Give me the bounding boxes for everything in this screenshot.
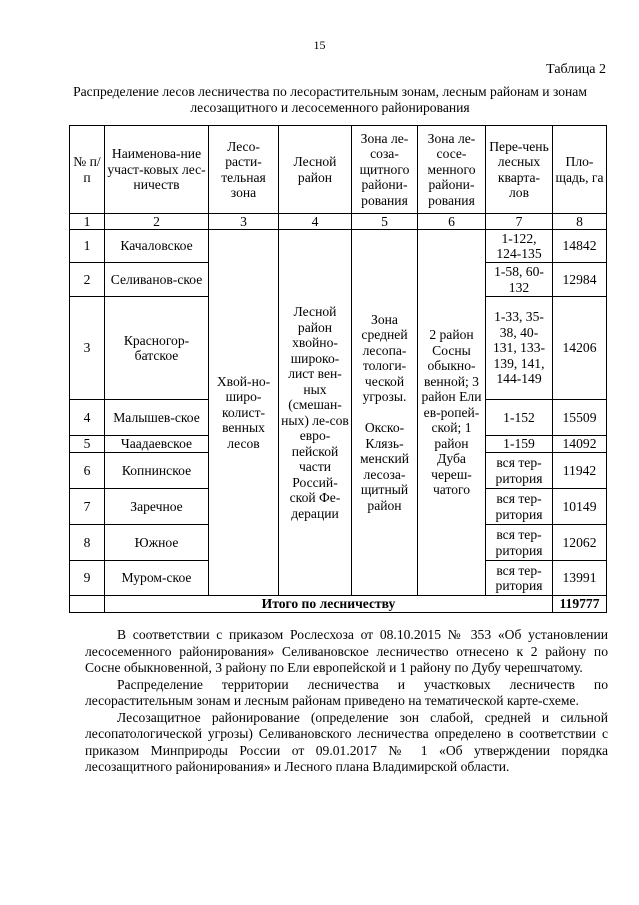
area-cell: 15509 [553, 400, 607, 436]
forestry-name: Муром-ское [105, 561, 209, 596]
forestry-name: Заречное [105, 489, 209, 525]
forestry-name: Качаловское [105, 230, 209, 263]
column-number: 3 [209, 214, 279, 230]
header-cell: № п/п [70, 126, 105, 214]
paragraph: Лесозащитное районирование (определение зон слабой, средней и сильной лесопатологической угрозы) Селивановского лесничества определено в соответствии с приказом Минприроды России от 09.01.2017 № 1 «Об утверждении порядка лесозащитного районирования» и Лесного плана Владимирской области. [85, 709, 608, 774]
column-number-row [70, 214, 607, 230]
area-cell: 14206 [553, 297, 607, 400]
row-number: 8 [70, 525, 105, 561]
area-cell: 12984 [553, 263, 607, 297]
quarters-cell: вся тер-ритория [486, 489, 553, 525]
total-label: Итого по лесничеству [105, 596, 553, 613]
row-number: 4 [70, 400, 105, 436]
area-cell: 14092 [553, 436, 607, 453]
protection-district-text: Окско-Клязь-менский лесоза-щитный район [359, 420, 410, 513]
body-text [85, 627, 608, 776]
protection-zone-text: Зона средней лесопа-тологи-ческой угрозы. [361, 311, 408, 405]
row-number: 2 [70, 263, 105, 297]
forest-region-cell: Лесной район хвойно-широко-лист вен-ных (смешан-ных) ле-сов евро-пейской части Россий-ской Фе-дерации [279, 230, 352, 596]
area-cell: 10149 [553, 489, 607, 525]
header-cell: Зона ле-соза-щитного райони-рования [352, 126, 418, 214]
table-label: Таблица 2 [546, 62, 606, 77]
forestry-name: Копнинское [105, 453, 209, 489]
column-number: 8 [553, 214, 607, 230]
quarters-cell: 1-58, 60-132 [486, 263, 553, 297]
area-cell: 13991 [553, 561, 607, 596]
header-cell: Лесной район [279, 126, 352, 214]
paragraph: В соответствии с приказом Рослесхоза от 08.10.2015 № 353 «Об установлении лесосеменного районирования» Селивановское лесничество отнесено к 2 району по Сосне обыкновенной, 3 району по Ели европейской и 1 району по Дубу черешчатому. [85, 627, 608, 675]
quarters-cell: 1-159 [486, 436, 553, 453]
header-cell: Наименова-ние участ-ковых лес-ничеств [105, 126, 209, 214]
header-cell: Пере-чень лесных кварта-лов [486, 126, 553, 214]
forestry-name: Селиванов-ское [105, 263, 209, 297]
table-caption: Распределение лесов лесничества по лесорастительным зонам, лесным районам и зонам лесозащитного и лесосеменного районирования [73, 84, 587, 115]
forestry-name: Чаадаевское [105, 436, 209, 453]
quarters-cell: вся тер-ритория [486, 453, 553, 489]
column-number: 7 [486, 214, 553, 230]
vegetation-zone-cell: Хвой-но-широ-колист-венных лесов [209, 230, 279, 596]
row-number: 1 [70, 230, 105, 263]
quarters-cell: вся тер-ритория [486, 525, 553, 561]
quarters-cell: 1-33, 35-38, 40-131, 133-139, 141, 144-149 [486, 297, 553, 400]
row-number: 7 [70, 489, 105, 525]
protection-zone-cell [352, 230, 418, 596]
column-number: 4 [279, 214, 352, 230]
total-row [70, 596, 607, 613]
header-cell: Зона ле-сосе-менного райони-рования [418, 126, 486, 214]
table-row [70, 230, 607, 263]
row-number: 3 [70, 297, 105, 400]
paragraph: Распределение территории лесничества и участковых лесничеств по лесорастительным зонам и лесным районам приведено на тематической карте-схеме. [85, 676, 608, 708]
column-number: 1 [70, 214, 105, 230]
quarters-cell: вся тер-ритория [486, 561, 553, 596]
header-row [70, 126, 607, 214]
row-number: 6 [70, 453, 105, 489]
area-cell: 12062 [553, 525, 607, 561]
forestry-name: Южное [105, 525, 209, 561]
area-cell: 11942 [553, 453, 607, 489]
forestry-name: Малышев-ское [105, 400, 209, 436]
column-number: 2 [105, 214, 209, 230]
column-number: 6 [418, 214, 486, 230]
area-cell: 14842 [553, 230, 607, 263]
row-number: 9 [70, 561, 105, 596]
row-number: 5 [70, 436, 105, 453]
total-number-cell [70, 596, 105, 613]
forestry-name: Красногор-батское [105, 297, 209, 400]
column-number: 5 [352, 214, 418, 230]
quarters-cell: 1-152 [486, 400, 553, 436]
quarters-cell: 1-122, 124-135 [486, 230, 553, 263]
page-number: 15 [313, 38, 326, 52]
total-area: 119777 [553, 596, 607, 613]
header-cell: Пло-щадь, га [553, 126, 607, 214]
forest-distribution-table [69, 125, 607, 613]
seed-zone-cell: 2 район Сосны обыкно-венной; 3 район Ели ев-ропей-ской; 1 район Дуба череш-чатого [418, 230, 486, 596]
header-cell: Лесо-расти-тельная зона [209, 126, 279, 214]
